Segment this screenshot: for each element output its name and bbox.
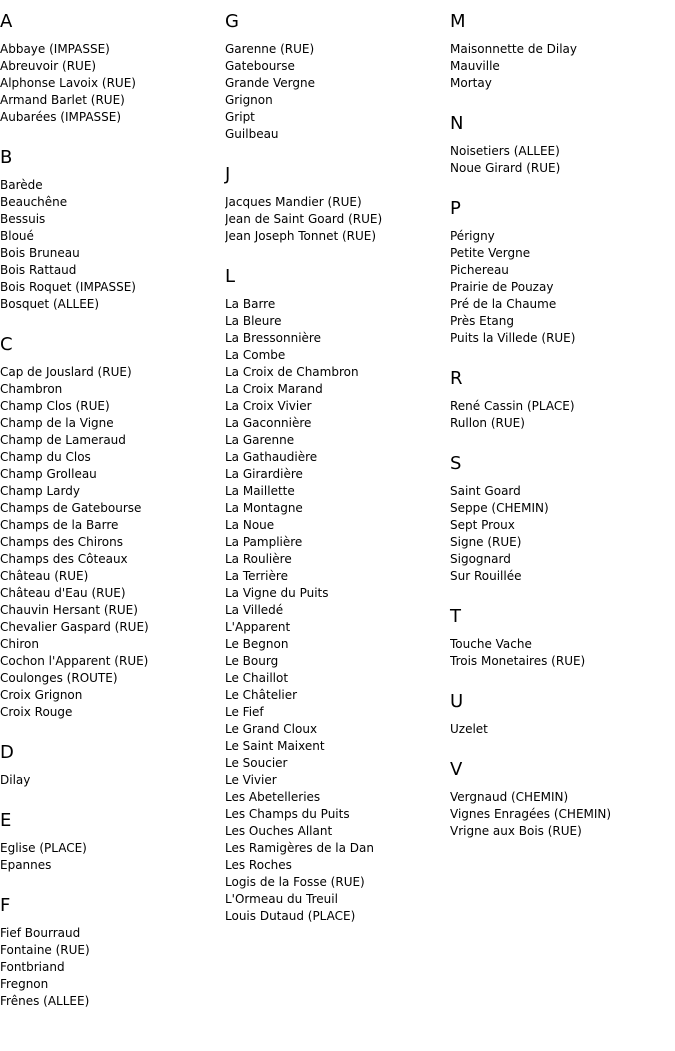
street-name: Bois Bruneau — [0, 246, 80, 260]
street-name: Champs des Côteaux — [0, 552, 128, 566]
street-list — [450, 41, 672, 92]
street-name: Champ de la Vigne — [0, 416, 114, 430]
street-list — [0, 41, 222, 126]
street-name: Champ de Lameraud — [0, 433, 126, 447]
street-list — [450, 636, 672, 670]
street-name: Fontbriand — [0, 960, 65, 974]
street-name: La Girardière — [225, 467, 303, 481]
street-name: Uzelet — [450, 722, 488, 736]
street-name: La Gaconnière — [225, 416, 312, 430]
street-name: Bessuis — [0, 212, 46, 226]
street-name: La Roulière — [225, 552, 292, 566]
street-name: Champ Clos (RUE) — [0, 399, 110, 413]
letter-section — [450, 11, 672, 92]
section-letter-heading: R — [450, 368, 463, 389]
street-name: Louis Dutaud (PLACE) — [225, 909, 356, 923]
street-name: Coulonges (ROUTE) — [0, 671, 118, 685]
letter-section — [0, 147, 222, 313]
street-name: La Pamplière — [225, 535, 303, 549]
street-name: Croix Grignon — [0, 688, 83, 702]
street-name: Armand Barlet (RUE) — [0, 93, 125, 107]
street-name: Bois Roquet (IMPASSE) — [0, 280, 136, 294]
street-name: Alphonse Lavoix (RUE) — [0, 76, 136, 90]
street-name: Près Etang — [450, 314, 515, 328]
street-name: Les Ramigères de la Dan — [225, 841, 375, 855]
street-name: Seppe (CHEMIN) — [450, 501, 549, 515]
street-name: Cochon l'Apparent (RUE) — [0, 654, 149, 668]
street-name: Cap de Jouslard (RUE) — [0, 365, 132, 379]
street-name: Fregnon — [0, 977, 49, 991]
letter-section — [0, 11, 222, 126]
street-name: La Barre — [225, 297, 276, 311]
letter-section — [450, 453, 672, 585]
letter-section — [225, 266, 447, 925]
street-list — [450, 143, 672, 177]
street-name: Grande Vergne — [225, 76, 315, 90]
street-name: Sur Rouillée — [450, 569, 522, 583]
street-list — [450, 398, 672, 432]
street-list — [225, 41, 447, 143]
street-name: Dilay — [0, 773, 31, 787]
street-name: Epannes — [0, 858, 52, 872]
street-name: Sept Proux — [450, 518, 515, 532]
street-list — [225, 296, 447, 925]
street-name: Maisonnette de Dilay — [450, 42, 578, 56]
street-name: Jean Joseph Tonnet (RUE) — [225, 229, 377, 243]
street-list — [0, 840, 222, 874]
street-name: Fontaine (RUE) — [0, 943, 90, 957]
street-name: Bosquet (ALLEE) — [0, 297, 100, 311]
street-list — [450, 721, 672, 738]
letter-section — [0, 742, 222, 789]
street-name: Gript — [225, 110, 255, 124]
letter-section — [0, 810, 222, 874]
index-column — [0, 0, 222, 1010]
street-name: La Croix Marand — [225, 382, 323, 396]
street-name: La Vigne du Puits — [225, 586, 329, 600]
street-list — [225, 194, 447, 245]
street-name: Aubarées (IMPASSE) — [0, 110, 122, 124]
street-name: Eglise (PLACE) — [0, 841, 87, 855]
street-name: René Cassin (PLACE) — [450, 399, 575, 413]
index-column — [225, 0, 447, 925]
section-letter-heading: A — [0, 11, 13, 32]
section-letter-heading: S — [450, 453, 462, 474]
street-name: Pichereau — [450, 263, 509, 277]
street-name: L'Ormeau du Treuil — [225, 892, 338, 906]
street-name: La Maillette — [225, 484, 295, 498]
street-name: Champ Lardy — [0, 484, 80, 498]
street-name: Puits la Villede (RUE) — [450, 331, 576, 345]
street-name: La Croix Vivier — [225, 399, 312, 413]
street-name: Les Roches — [225, 858, 292, 872]
street-name: Fief Bourraud — [0, 926, 81, 940]
street-name: Le Bourg — [225, 654, 279, 668]
street-name: Les Ouches Allant — [225, 824, 333, 838]
street-name: La Terrière — [225, 569, 288, 583]
street-name: La Bleure — [225, 314, 282, 328]
section-letter-heading: P — [450, 198, 461, 219]
street-name: Chauvin Hersant (RUE) — [0, 603, 138, 617]
section-letter-heading: C — [0, 334, 13, 355]
street-name: Gatebourse — [225, 59, 295, 73]
street-name: Noisetiers (ALLEE) — [450, 144, 560, 158]
street-name: Sigognard — [450, 552, 511, 566]
street-name: Logis de la Fosse (RUE) — [225, 875, 365, 889]
street-name: Barède — [0, 178, 43, 192]
street-name: Champs de Gatebourse — [0, 501, 142, 515]
street-name: Saint Goard — [450, 484, 521, 498]
street-name: Chevalier Gaspard (RUE) — [0, 620, 149, 634]
street-name: Vergnaud (CHEMIN) — [450, 790, 569, 804]
street-name: Beauchêne — [0, 195, 68, 209]
street-name: Abbaye (IMPASSE) — [0, 42, 110, 56]
street-name: Petite Vergne — [450, 246, 531, 260]
street-name: Jean de Saint Goard (RUE) — [225, 212, 383, 226]
street-name: Signe (RUE) — [450, 535, 522, 549]
street-name: Le Fief — [225, 705, 264, 719]
street-list — [0, 177, 222, 313]
street-name: Bois Rattaud — [0, 263, 77, 277]
section-letter-heading: V — [450, 759, 463, 780]
street-name: La Gathaudière — [225, 450, 318, 464]
section-letter-heading: F — [0, 895, 11, 916]
street-list — [0, 364, 222, 721]
letter-section — [450, 198, 672, 347]
street-name: Les Abetelleries — [225, 790, 321, 804]
street-name: La Bressonnière — [225, 331, 321, 345]
street-name: Abreuvoir (RUE) — [0, 59, 97, 73]
letter-section — [450, 113, 672, 177]
street-list — [450, 789, 672, 840]
street-name: Le Châtelier — [225, 688, 298, 702]
street-name: Le Begnon — [225, 637, 289, 651]
street-list — [0, 925, 222, 1010]
street-name: Guilbeau — [225, 127, 279, 141]
street-name: Noue Girard (RUE) — [450, 161, 561, 175]
street-name: La Montagne — [225, 501, 303, 515]
street-name: Pré de la Chaume — [450, 297, 557, 311]
letter-section — [450, 691, 672, 738]
letter-section — [225, 11, 447, 143]
street-name: Rullon (RUE) — [450, 416, 525, 430]
street-name: Château d'Eau (RUE) — [0, 586, 126, 600]
section-letter-heading: L — [225, 266, 236, 287]
index-column — [450, 0, 672, 840]
street-name: Le Saint Maixent — [225, 739, 325, 753]
street-name: Grignon — [225, 93, 273, 107]
section-letter-heading: E — [0, 810, 12, 831]
street-name: Garenne (RUE) — [225, 42, 315, 56]
street-name: Mortay — [450, 76, 492, 90]
section-letter-heading: U — [450, 691, 464, 712]
street-name: Vrigne aux Bois (RUE) — [450, 824, 582, 838]
street-name: Prairie de Pouzay — [450, 280, 554, 294]
street-name: Le Chaillot — [225, 671, 289, 685]
section-letter-heading: M — [450, 11, 466, 32]
letter-section — [225, 164, 447, 245]
street-name: La Garenne — [225, 433, 295, 447]
section-letter-heading: B — [0, 147, 13, 168]
section-letter-heading: T — [450, 606, 461, 627]
street-list — [450, 483, 672, 585]
section-letter-heading: D — [0, 742, 14, 763]
street-name: Le Grand Cloux — [225, 722, 318, 736]
letter-section — [450, 759, 672, 840]
section-letter-heading: G — [225, 11, 239, 32]
street-name: La Combe — [225, 348, 286, 362]
street-name: Périgny — [450, 229, 495, 243]
street-name: Jacques Mandier (RUE) — [225, 195, 362, 209]
street-name: Champ du Clos — [0, 450, 91, 464]
street-name: Chiron — [0, 637, 39, 651]
street-name: Le Vivier — [225, 773, 277, 787]
section-letter-heading: N — [450, 113, 464, 134]
street-list — [0, 772, 222, 789]
letter-section — [450, 606, 672, 670]
letter-section — [0, 334, 222, 721]
letter-section — [0, 895, 222, 1010]
street-name: Trois Monetaires (RUE) — [450, 654, 586, 668]
street-name: Champs de la Barre — [0, 518, 119, 532]
street-name: Vignes Enragées (CHEMIN) — [450, 807, 612, 821]
street-name: Château (RUE) — [0, 569, 89, 583]
street-name: Champs des Chirons — [0, 535, 123, 549]
street-list — [450, 228, 672, 347]
street-name: La Noue — [225, 518, 275, 532]
street-name: Croix Rouge — [0, 705, 73, 719]
street-name: Les Champs du Puits — [225, 807, 350, 821]
street-name: Mauville — [450, 59, 500, 73]
street-name: Chambron — [0, 382, 63, 396]
street-name: Le Soucier — [225, 756, 288, 770]
street-name: Touche Vache — [450, 637, 532, 651]
section-letter-heading: J — [225, 164, 231, 185]
street-name: La Villedé — [225, 603, 284, 617]
street-name: Frênes (ALLEE) — [0, 994, 90, 1008]
street-name: La Croix de Chambron — [225, 365, 359, 379]
street-name: Bloué — [0, 229, 34, 243]
street-name: Champ Grolleau — [0, 467, 97, 481]
street-name: L'Apparent — [225, 620, 291, 634]
letter-section — [450, 368, 672, 432]
